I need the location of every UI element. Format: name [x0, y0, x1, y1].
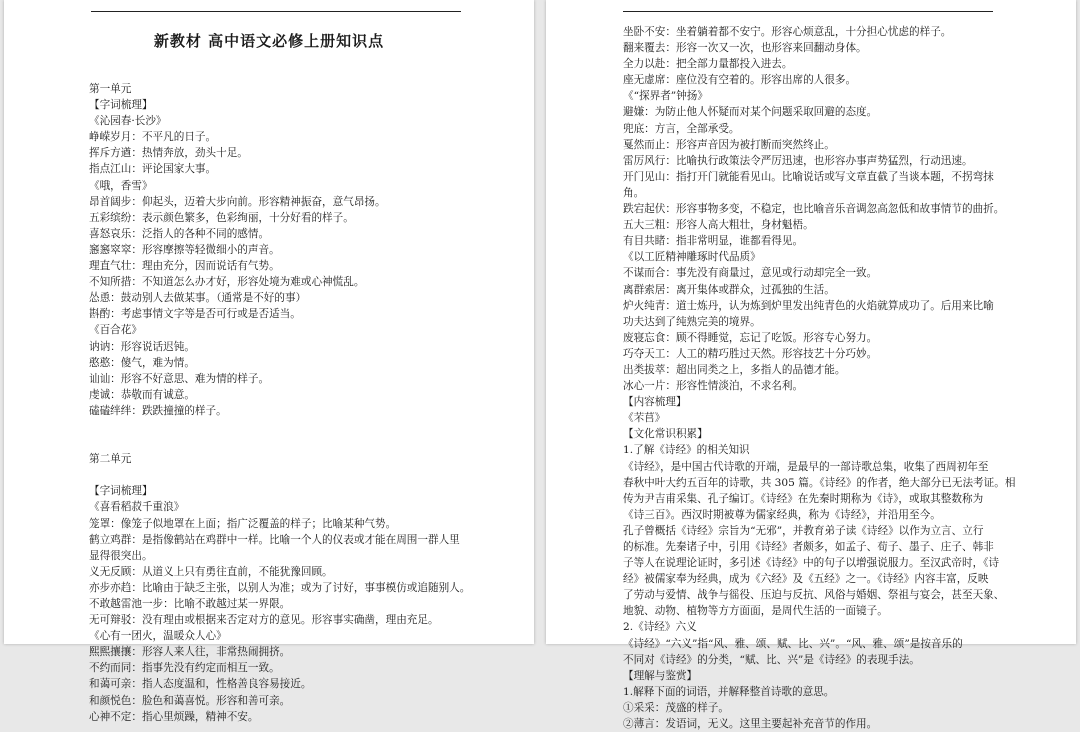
text-line: 第一单元: [89, 83, 132, 95]
text-line: 不敢越雷池一步：比喻不敢越过某一界限。: [89, 598, 291, 610]
text-line: 斟酌：考虑事情文字等是否可行或是否适当。: [89, 308, 301, 321]
text-line: 跌宕起伏：形容事物多变，不稳定，也比喻音乐音调忽高忽低和故事情节的曲折。: [623, 203, 1005, 216]
text-line: 《芣苢》: [623, 412, 666, 425]
text-line: 的标准。先秦诸子中，引用《诗经》者颇多，如孟子、荀子、墨子、庄子、韩非: [623, 541, 994, 553]
text-line: 【文化常识积累】: [623, 428, 708, 441]
document-title: 新教材 高中语文必修上册知识点: [153, 32, 385, 50]
text-line: 春秋中叶大约五百年的诗歌，共 305 篇。《诗经》的作者，绝大部分已无法考证。相: [623, 476, 1016, 489]
text-line: 鹤立鸡群：是指像鹤站在鸡群中一样。比喻一个人的仪表或才能在周围一群人里: [89, 533, 460, 546]
text-line: 开门见山：指打开门就能看见山。比喻说话或写文章直截了当谈本题，不拐弯抹: [623, 170, 994, 183]
text-line: 五大三粗：形容人高大粗壮，身材魁梧。: [623, 219, 814, 232]
text-line: 讪讪：形容不好意思、难为情的样子。: [89, 372, 270, 385]
text-line: [89, 419, 474, 435]
text-line: 1.了解《诗经》的相关知识: [623, 444, 750, 457]
document-page-left: [4, 0, 534, 723]
text-line: 炉火纯青：道士炼丹，认为炼到炉里发出纯青色的火焰就算成功了。后用来比喻: [623, 299, 994, 312]
text-line: 《诗经》“六义”指“风、雅、颂、赋、比、兴”。“风、雅、颂”是按音乐的: [623, 637, 963, 650]
text-line: 出类拔萃：超出同类之上，多指人的品德才能。: [623, 363, 846, 376]
header-rule: [91, 11, 461, 12]
text-line: 《哦，香雪》: [89, 179, 153, 192]
text-line: 第二单元: [89, 453, 132, 466]
text-line: 显得很突出。: [89, 549, 153, 562]
text-line: 2.《诗经》六义: [623, 621, 697, 634]
text-line: 【内容梳理】: [623, 396, 687, 409]
document-page-right: [546, 0, 1076, 731]
text-line: 地貌、动物、植物等方方面面，是周代生活的一面镜子。: [623, 605, 888, 618]
text-line: 冰心一片：形容性情淡泊，不求名利。: [623, 380, 804, 393]
text-line: 义无反顾：从道义上只有勇往直前，不能犹豫回顾。: [89, 565, 333, 578]
text-line: 座无虚席：座位没有空着的。形容出席的人很多。: [623, 74, 857, 87]
text-line: 不同对《诗经》的分类，“赋、比、兴”是《诗经》的表现手法。: [623, 653, 920, 666]
header-rule: [623, 11, 993, 12]
text-line: 不谋而合：事先没有商量过，意见或行动却完全一致。: [623, 267, 878, 280]
text-line: ②薄言：发语词，无义。这里主要起补充音节的作用。: [623, 718, 878, 731]
text-line: 和蔼可亲：指人态度温和，性格善良容易接近。: [89, 678, 312, 691]
text-line: [89, 467, 474, 483]
text-line: 挥斥方遒：热情奔放，劲头十足。: [89, 147, 248, 160]
text-line: 昂首阔步：仰起头，迈着大步向前。形容精神振奋，意气昂扬。: [89, 195, 386, 208]
text-line: 《诗三百》。西汉时期被尊为儒家经典，称为《诗经》，并沿用至今。: [623, 508, 941, 521]
text-line: 了劳动与爱情、战争与徭役、压迫与反抗、风俗与婚姻、祭祖与宴会，甚至天象、: [623, 589, 1005, 602]
text-line: 《喜看稻菽千重浪》: [89, 501, 185, 514]
text-line: 理直气壮：理由充分，因而说话有气势。: [89, 260, 280, 273]
text-line: 子等人在说理论证时，多引述《诗经》中的句子以增强说服力。至汉武帝时，《诗: [623, 557, 1000, 570]
text-line: 《诗经》，是中国古代诗歌的开端，是最早的一部诗歌总集，收集了西周初年至: [623, 460, 989, 473]
text-line: 指点江山：评论国家大事。: [89, 163, 217, 176]
text-line: 【字词梳理】: [89, 485, 153, 498]
text-line: 无可辩驳：没有理由或根据来否定对方的意见。形容事实确凿，理由充足。: [89, 614, 439, 627]
text-line: [89, 435, 474, 451]
text-line: 怂恿：鼓动别人去做某事。（通常是不好的事）: [89, 292, 307, 305]
left-page-text: [89, 81, 474, 725]
text-line: 角。: [623, 186, 645, 199]
text-line: 功夫达到了纯熟完美的境界。: [623, 315, 761, 328]
text-line: 窸窸窣窣：形容摩擦等轻微细小的声音。: [89, 243, 280, 256]
text-line: 虔诚：恭敬而有诚意。: [89, 388, 195, 401]
text-line: 《沁园春·长沙》: [89, 115, 167, 128]
text-line: 磕磕绊绊：跌跌撞撞的样子。: [89, 404, 227, 417]
text-line: ①采采：茂盛的样子。: [623, 701, 729, 714]
text-line: 不知所措：不知道怎么办才好，形容处境为难或心神慌乱。: [89, 276, 365, 289]
text-line: 兜底：方言，全部承受。: [623, 122, 740, 135]
text-line: 亦步亦趋：比喻由于缺乏主张，以别人为准；或为了讨好，事事模仿或追随别人。: [89, 581, 471, 594]
text-line: 《心有一团火，温暖众人心》: [89, 630, 227, 643]
text-line: 翻来覆去：形容一次又一次，也形容来回翻动身体。: [623, 42, 867, 55]
text-line: 《“探界者”钟扬》: [623, 90, 708, 103]
text-line: 坐卧不安：坐着躺着都不安宁。形容心烦意乱，十分担心忧虑的样子。: [623, 26, 952, 38]
text-line: 巧夺天工：人工的精巧胜过天然。形容技艺十分巧妙。: [623, 347, 878, 360]
text-line: 不约而同：指事先没有约定而相互一致。: [89, 662, 280, 675]
text-line: 心神不定：指心里烦躁，精神不安。: [89, 710, 259, 723]
text-line: 雷厉风行：比喻执行政策法令严厉迅速，也形容办事声势猛烈，行动迅速。: [623, 154, 973, 167]
text-line: 孔子曾概括《诗经》宗旨为“无邪”，并教育弟子读《诗经》以作为立言、立行: [623, 524, 984, 537]
text-line: 熙熙攘攘：形容人来人往，非常热闹拥挤。: [89, 646, 291, 659]
text-line: 喜怒哀乐：泛指人的各种不同的感情。: [89, 227, 270, 240]
text-line: 离群索居：离开集体或群众，过孤独的生活。: [623, 283, 835, 296]
right-page-text: [623, 24, 1016, 732]
text-line: 避嫌：为防止他人怀疑而对某个问题采取回避的态度。: [623, 106, 878, 119]
text-line: 有目共睹：指非常明显，谁都看得见。: [623, 235, 804, 248]
text-line: 和颜悦色：脸色和蔼喜悦。形容和善可亲。: [89, 694, 291, 707]
text-line: 《百合花》: [89, 324, 142, 337]
text-line: 【字词梳理】: [89, 99, 153, 112]
text-line: 全力以赴：把全部力量都投入进去。: [623, 58, 793, 71]
text-line: 1.解释下面的词语，并解释整首诗歌的意思。: [623, 685, 835, 698]
text-line: 【理解与鉴赏】: [623, 669, 698, 682]
text-line: 憨憨：傻气，难为情。: [89, 356, 195, 369]
text-line: 传为尹吉甫采集、孔子编订。《诗经》在先秦时期称为《诗》，或取其整数称为: [623, 492, 984, 505]
text-line: 戛然而止：形容声音因为被打断而突然终止。: [623, 138, 835, 151]
text-line: 《以工匠精神雕琢时代品质》: [623, 251, 761, 264]
text-line: 讷讷：形容说话迟钝。: [89, 340, 195, 353]
text-line: 笼罩：像笼子似地罩在上面；指广泛覆盖的样子；比喻某种气势。: [89, 517, 397, 530]
text-line: 峥嵘岁月：不平凡的日子。: [89, 131, 217, 144]
text-line: 经》被儒家奉为经典，成为《六经》及《五经》之一。《诗经》内容丰富，反映: [623, 573, 989, 586]
text-line: 废寝忘食：顾不得睡觉，忘记了吃饭。形容专心努力。: [623, 331, 878, 344]
text-line: 五彩缤纷：表示颜色繁多，色彩绚丽，十分好看的样子。: [89, 211, 354, 224]
